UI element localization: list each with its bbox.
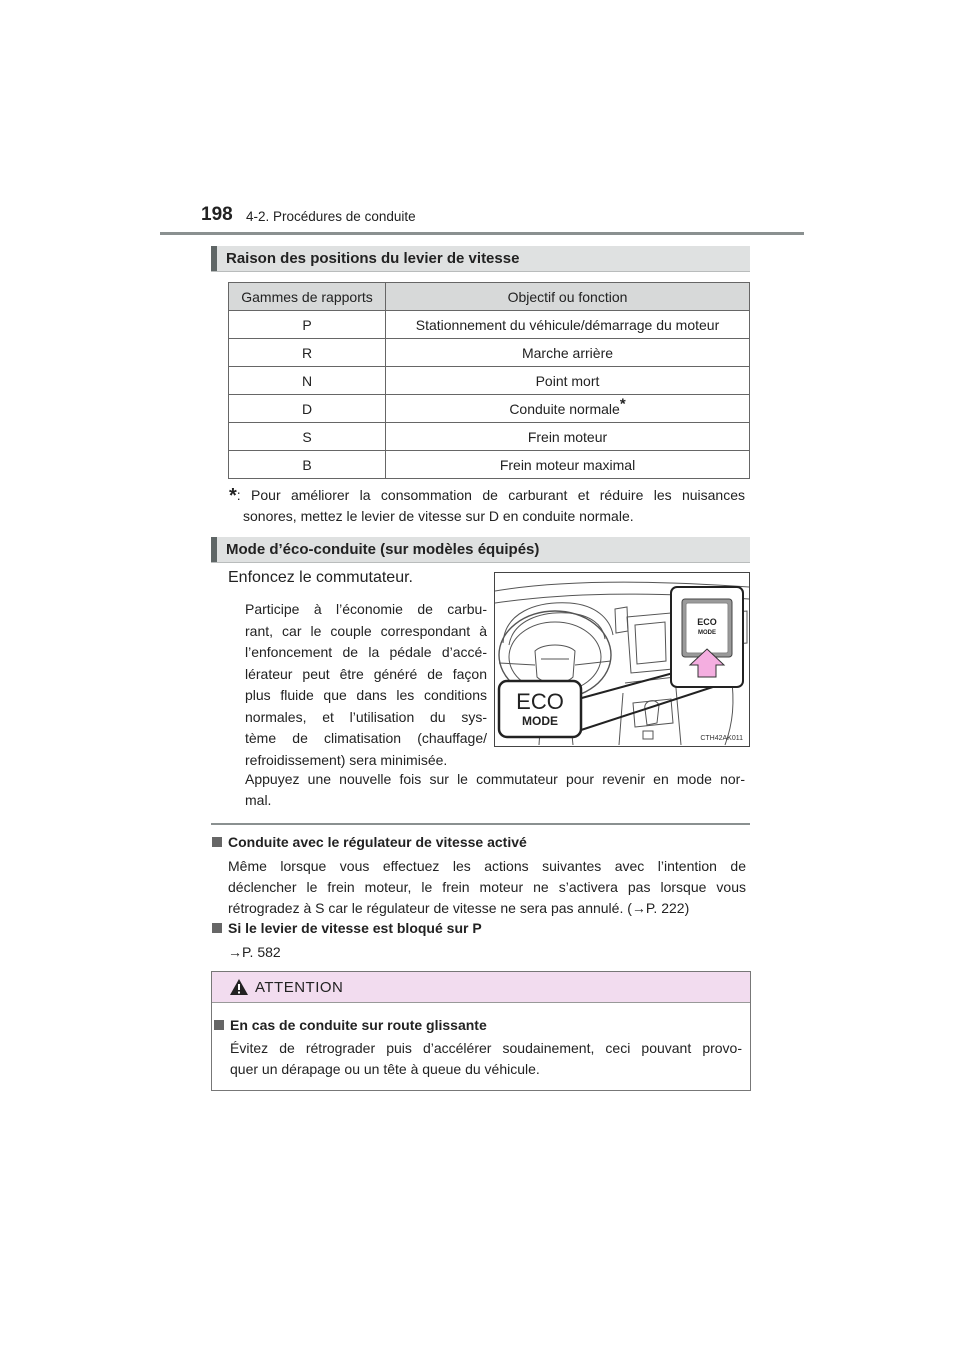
eco-description: Participe à l’économie de carbu- rant, car le couple correspondant à l’enfoncement de la pédale d’accé- lérateur peut être généré de façon plus fluide que dans les conditions normales, et l’utilisation du sys- tème de climatisation (chauffage/ refroidissement) sera minimisée. [245,601,487,768]
section-accent [211,246,217,271]
callout-eco-text: ECO [516,689,564,714]
note-title-cruise-control: Conduite avec le régulateur de vitesse activé [212,834,527,850]
table-row [229,423,750,451]
warning-header [212,972,750,1003]
column-header-gear: Gammes de rapports [229,283,386,311]
warning-box [211,971,751,1091]
table-header-row [229,283,750,311]
chapter-title: 4-2. Procédures de conduite [246,209,416,224]
section-heading-gear-positions [211,246,750,272]
warning-body: Évitez de rétrograder puis d’accélérer soudainement, ceci pouvant provo- quer un dérapage ou un tête à queue du véhicule. [230,1040,742,1077]
square-bullet-icon [214,1020,224,1030]
table-row [229,395,750,423]
function-cell: Frein moteur maximal [386,451,750,479]
section-title: Raison des positions du levier de vitesse [226,250,520,267]
footnote-line: sonores, mettez le levier de vitesse sur D en conduite normale. [243,508,634,524]
footnote-marker: * [229,485,237,507]
gear-cell: B [229,451,386,479]
eco-instruction: Enfoncez le commutateur. [228,569,413,586]
square-bullet-icon [212,837,222,847]
function-cell: Marche arrière [386,339,750,367]
footnote-line: *: Pour améliorer la consommation de carburant et réduire les nuisances [229,485,745,507]
function-cell: Point mort [386,367,750,395]
gear-cell: P [229,311,386,339]
table-row [229,339,750,367]
button-eco-text: ECO [697,617,717,627]
table-row [229,311,750,339]
function-cell [386,395,750,423]
square-bullet-icon [212,923,222,933]
section-accent [211,537,217,562]
gear-cell: N [229,367,386,395]
gear-cell: D [229,395,386,423]
eco-switch-illustration [494,572,750,747]
page-number: 198 [201,204,233,225]
warning-label: ATTENTION [255,979,344,996]
dashboard-drawing [495,573,749,746]
section-title: Mode d’éco-conduite (sur modèles équipés) [226,541,540,558]
gear-cell: R [229,339,386,367]
warning-title: En cas de conduite sur route glissante [214,1017,487,1033]
note-body-cruise-control: Même lorsque vous effectuez les actions suivantes avec l’intention de déclencher le frein moteur, le frein moteur ne s’activera pas lorsque vous rétrogradez à S car le régulateur de vitesse ne sera pas annulé. (→P. 222) [228,858,746,916]
table-row [229,451,750,479]
gear-table [228,282,750,479]
callout-mode-text: MODE [522,714,558,728]
warning-triangle-icon [229,978,249,996]
gear-cell: S [229,423,386,451]
eco-return-instruction: Appuyez une nouvelle fois sur le commutateur pour revenir en mode nor- mal. [245,771,745,808]
figure-code: CTH42AK011 [700,735,743,742]
note-title-lever-locked: Si le levier de vitesse est bloqué sur P [212,920,482,936]
function-cell: Stationnement du véhicule/démarrage du moteur [386,311,750,339]
footnote [229,484,745,527]
note-body-lever-locked: →P. 582 [228,944,281,960]
asterisk-marker: * [619,394,626,412]
function-cell: Frein moteur [386,423,750,451]
table-row [229,367,750,395]
section-divider [211,823,750,825]
section-heading-eco-mode [211,537,750,563]
column-header-function: Objectif ou fonction [386,283,750,311]
function-text: Conduite normale [509,400,620,417]
header-rule [160,232,804,235]
button-mode-text: MODE [698,630,716,636]
